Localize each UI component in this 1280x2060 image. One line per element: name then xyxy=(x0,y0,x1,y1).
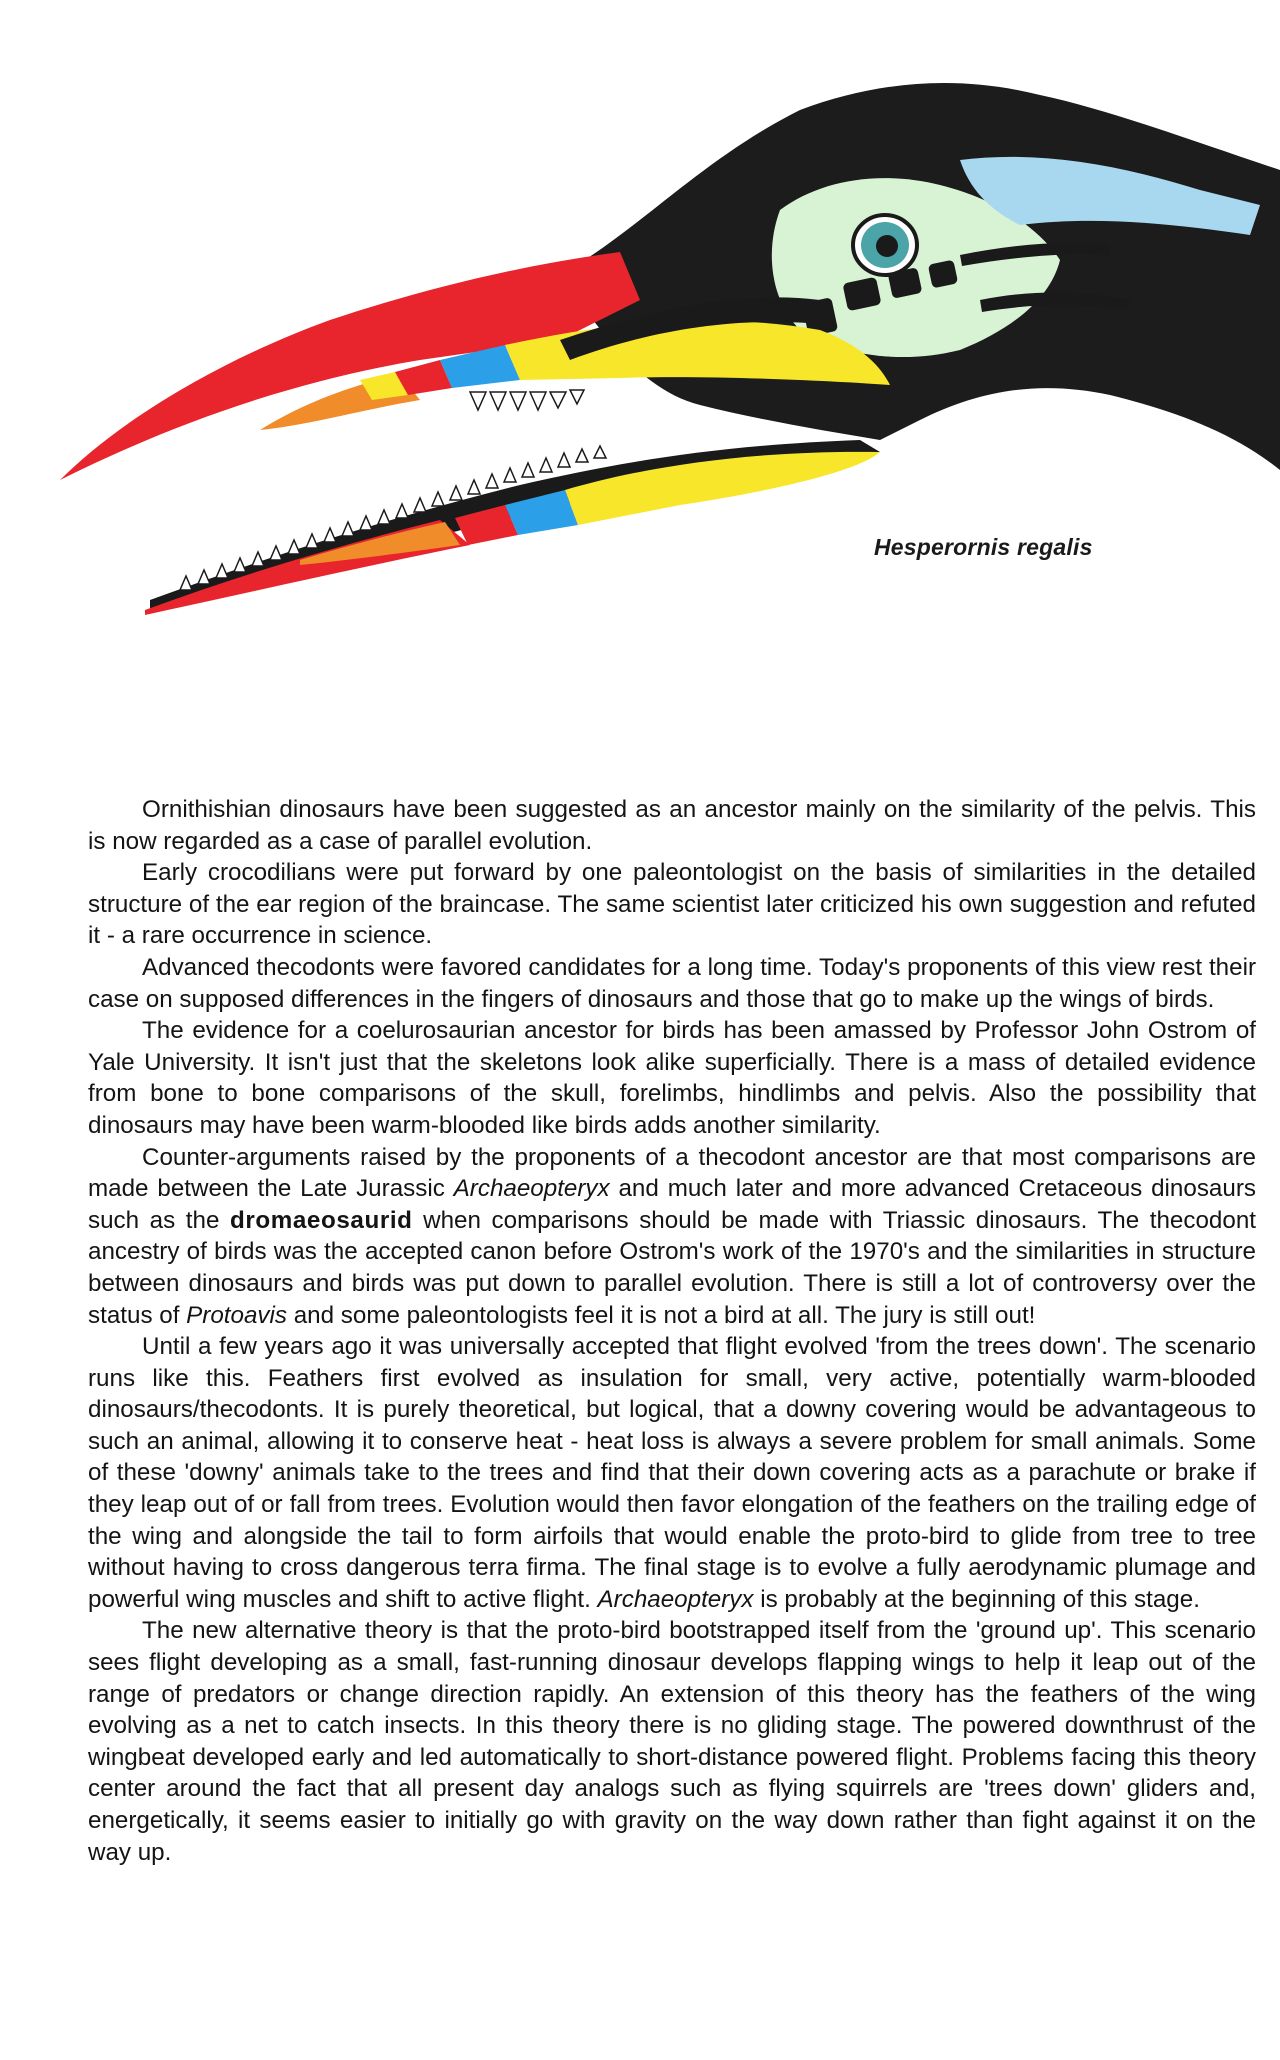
paragraph-5-span-6: Protoavis xyxy=(186,1301,287,1329)
paragraph-6-span-1: Until a few years ago it was universally accepted that flight evolved 'from the trees down'. The scenario runs like this. Feathers first evolved as insulation for small, very active, potentially warm-blooded dinosaurs/thecodonts. It is purely theoretical, but logical, that a downy covering would be advantageous to such an animal, allowing it to conserve heat - heat loss is always a severe problem for small animals. Some of these 'downy' animals take to the trees and find that their down covering acts as a parachute or brake if they leap out of or fall from trees. Evolution would then favor elongation of the feathers on the trailing edge of the wing and alongside the tail to form airfoils that would enable the proto-bird to glide from tree to tree without having to cross dangerous terra firma. The final stage is to evolve a fully aerodynamic plumage and powerful wing muscles and shift to active flight. xyxy=(88,1333,1256,1613)
eye xyxy=(853,215,917,275)
lower-beak xyxy=(145,440,880,615)
paragraph-4-span-1: The evidence for a coelurosaurian ancestor for birds has been amassed by Professor John Ostrom of Yale University. It isn't just that the skeletons look alike superficially. There is a mass of detailed evidence from bone to bone comparisons of the skull, forelimbs, hindlimbs and pelvis. Also the possibility that dinosaurs may have been warm-blooded like birds adds another similarity. xyxy=(88,1017,1256,1139)
paragraph-5-span-7: and some paleontologists feel it is not a bird at all. The jury is still out! xyxy=(286,1301,1036,1329)
paragraph-5-span-1: Counter-arguments raised by the proponents of a thecodont ancestor are that most comparisons are made between the Late Jurassic xyxy=(88,1143,1256,1203)
figure-caption: Hesperornis regalis xyxy=(874,534,1093,560)
paragraph-2-span-1: Early crocodilians were put forward by one paleontologist on the basis of similarities in the detailed structure of the ear region of the braincase. The same scientist later criticized his own suggestion and refuted it - a rare occurrence in science. xyxy=(88,859,1256,950)
paragraph-7-span-1: The new alternative theory is that the proto-bird bootstrapped itself from the 'ground up'. This scenario sees flight developing as a small, fast-running dinosaur develops flapping wings to help it leap out of the range of predators or change direction rapidly. An extension of this theory has the feathers of the wing evolving as a net to catch insects. In this theory there is no gliding stage. The powered downthrust of the wingbeat developed early and led automatically to short-distance powered flight. Problems facing this theory center around the fact that all present day analogs such as flying squirrels are 'trees down' gliders and, energetically, it seems easier to initially go with gravity on the way down rather than fight against it on the way up. xyxy=(88,1617,1256,1866)
paragraph-6 xyxy=(88,1331,1256,1615)
paragraph-5-span-5: when comparisons should be made with Triassic dinosaurs. The thecodont ancestry of birds was the accepted canon before Ostrom's work of the 1970's and the similarities in structure between dinosaurs and birds was put down to parallel evolution. There is still a lot of controversy over the status of xyxy=(88,1206,1256,1329)
paragraph-1-span-1: Ornithishian dinosaurs have been suggested as an ancestor mainly on the similarity of the pelvis. This is now regarded as a case of parallel evolution. xyxy=(88,796,1256,855)
paragraph-3 xyxy=(88,952,1256,1015)
upper-teeth xyxy=(470,390,584,410)
paragraph-7 xyxy=(88,1615,1256,1868)
paragraph-5 xyxy=(88,1142,1256,1332)
article-body xyxy=(88,794,1256,1868)
paragraph-4 xyxy=(88,1015,1256,1141)
paragraph-5-span-3: and much later and more advanced Cretaceous dinosaurs such as the xyxy=(88,1175,1256,1234)
paragraph-3-span-1: Advanced thecodonts were favored candidates for a long time. Today's proponents of this view rest their case on supposed differences in the fingers of dinosaurs and those that go to make up the wings of birds. xyxy=(88,953,1256,1013)
paragraph-2 xyxy=(88,857,1256,952)
paragraph-5-span-2: Archaeopteryx xyxy=(453,1175,610,1203)
paragraph-1 xyxy=(88,794,1256,857)
paragraph-5-span-4: dromaeosaurid xyxy=(230,1206,413,1234)
paragraph-6-span-3: is probably at the beginning of this stage. xyxy=(753,1585,1200,1613)
paragraph-6-span-2: Archaeopteryx xyxy=(597,1585,754,1613)
